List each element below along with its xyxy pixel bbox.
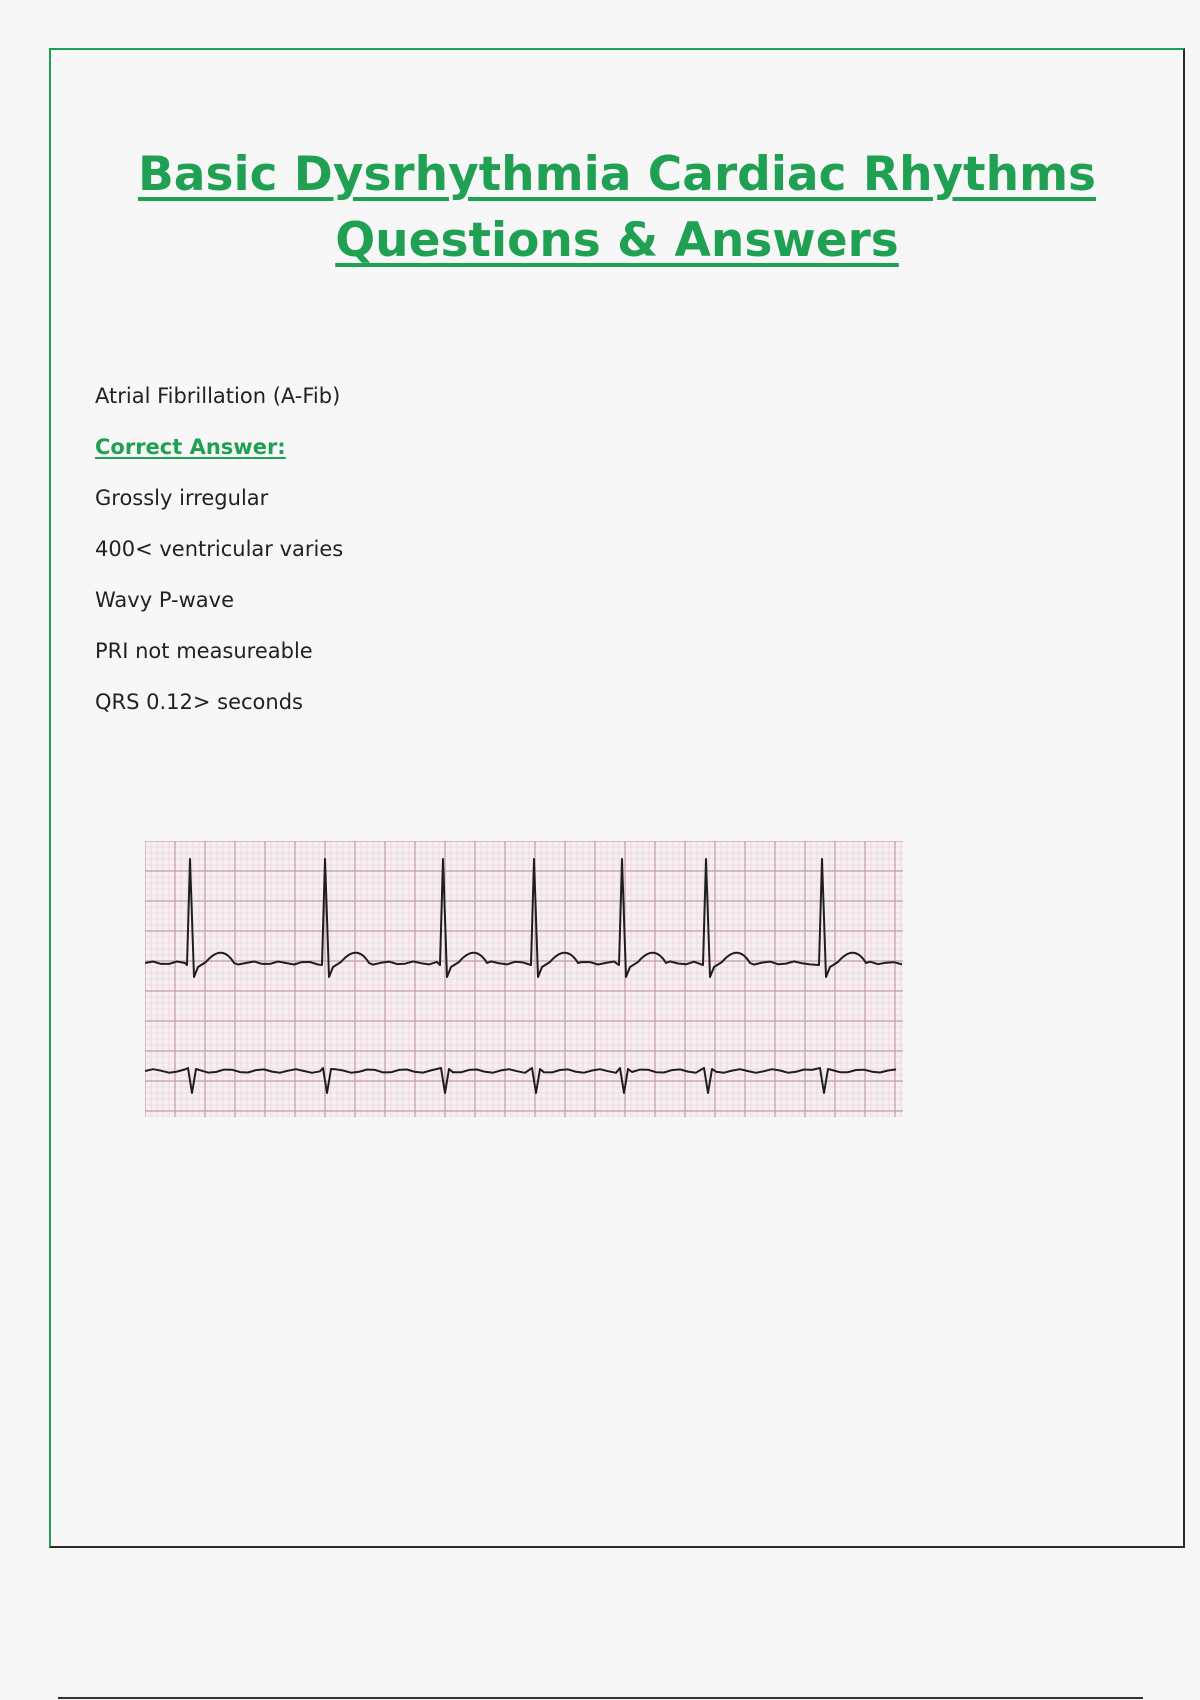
answer-line-pri: PRI not measureable [95, 639, 313, 663]
answer-line-p-wave: Wavy P-wave [95, 588, 234, 612]
answer-line-rate: 400< ventricular varies [95, 537, 344, 561]
document-title-line-2: Questions & Answers [335, 213, 899, 268]
answer-line-qrs: QRS 0.12> seconds [95, 690, 303, 714]
document-title [51, 142, 1183, 274]
page-frame [49, 48, 1185, 1548]
qa-content [95, 384, 895, 741]
question-text: Atrial Fibrillation (A-Fib) [95, 384, 341, 408]
answer-line-rhythm: Grossly irregular [95, 486, 269, 510]
document-title-line-1: Basic Dysrhythmia Cardiac Rhythms [137, 147, 1097, 202]
ecg-strip-image [145, 841, 903, 1117]
correct-answer-label: Correct Answer: [95, 435, 286, 459]
footer-rule [58, 1697, 1143, 1699]
